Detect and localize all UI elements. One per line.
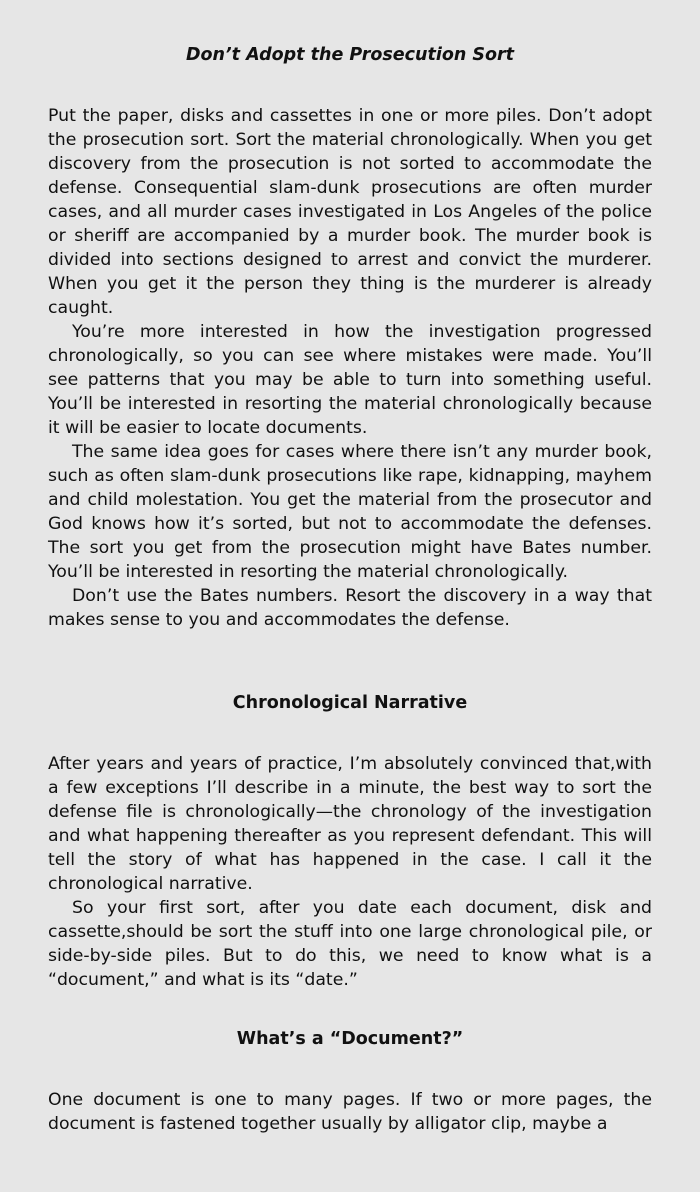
paragraph: After years and years of practice, I’m absolutely convinced that,with a few exceptions I’ll describe in a minute, the best way to sort the defense file is chronologically—the chronology of the investigation and what happening thereafter as you represent defendant. This will tell the story of what has happened in the case. I call it the chronological narrative. [48, 754, 652, 894]
paragraph: So your first sort, after you date each document, disk and cassette,should be sort the stuff into one large chronological pile, or side-by-side piles. But to do this, we need to know what is a “document,” and what is its “date.” [48, 898, 652, 990]
paragraph: One document is one to many pages. If two or more pages, the document is fastened together usually by alligator clip, maybe a [48, 1090, 652, 1134]
paragraph: Put the paper, disks and cassettes in one or more piles. Don’t adopt the prosecution sort. Sort the material chronologically. When you get discovery from the prosecution is not sorted to accommodate the defense. Consequential slam-dunk prosecutions are often murder cases, and all murder cases investigated in Los Angeles of the police or sheriff are accompanied by a murder book. The murder book is divided into sections designed to arrest and convict the murderer. When you get it the person they thing is the murderer is already caught. [48, 106, 652, 318]
paragraph: The same idea goes for cases where there isn’t any murder book, such as often slam-dunk prosecutions like rape, kidnapping, mayhem and child molestation. You get the material from the prosecutor and God knows how it’s sorted, but not to accommodate the defenses. The sort you get from the prosecution might have Bates number. You’ll be interested in resorting the material chronologically. [48, 442, 652, 582]
section-heading-chronological-narrative: Chronological Narrative [232, 693, 468, 713]
section-heading-prosecution-sort: Don’t Adopt the Prosecution Sort [185, 45, 515, 65]
section-body-prosecution-sort [48, 104, 652, 632]
section-body-chronological-narrative [48, 752, 652, 992]
paragraph: Don’t use the Bates numbers. Resort the discovery in a way that makes sense to you and accommodates the defense. [48, 586, 652, 630]
section-body-whats-a-document [48, 1088, 652, 1136]
section-heading-whats-a-document: What’s a “Document?” [236, 1029, 464, 1049]
paragraph: You’re more interested in how the investigation progressed chronologically, so you can see where mistakes were made. You’ll see patterns that you may be able to turn into something useful. You’ll be interested in resorting the material chronologically because it will be easier to locate documents. [48, 322, 652, 438]
